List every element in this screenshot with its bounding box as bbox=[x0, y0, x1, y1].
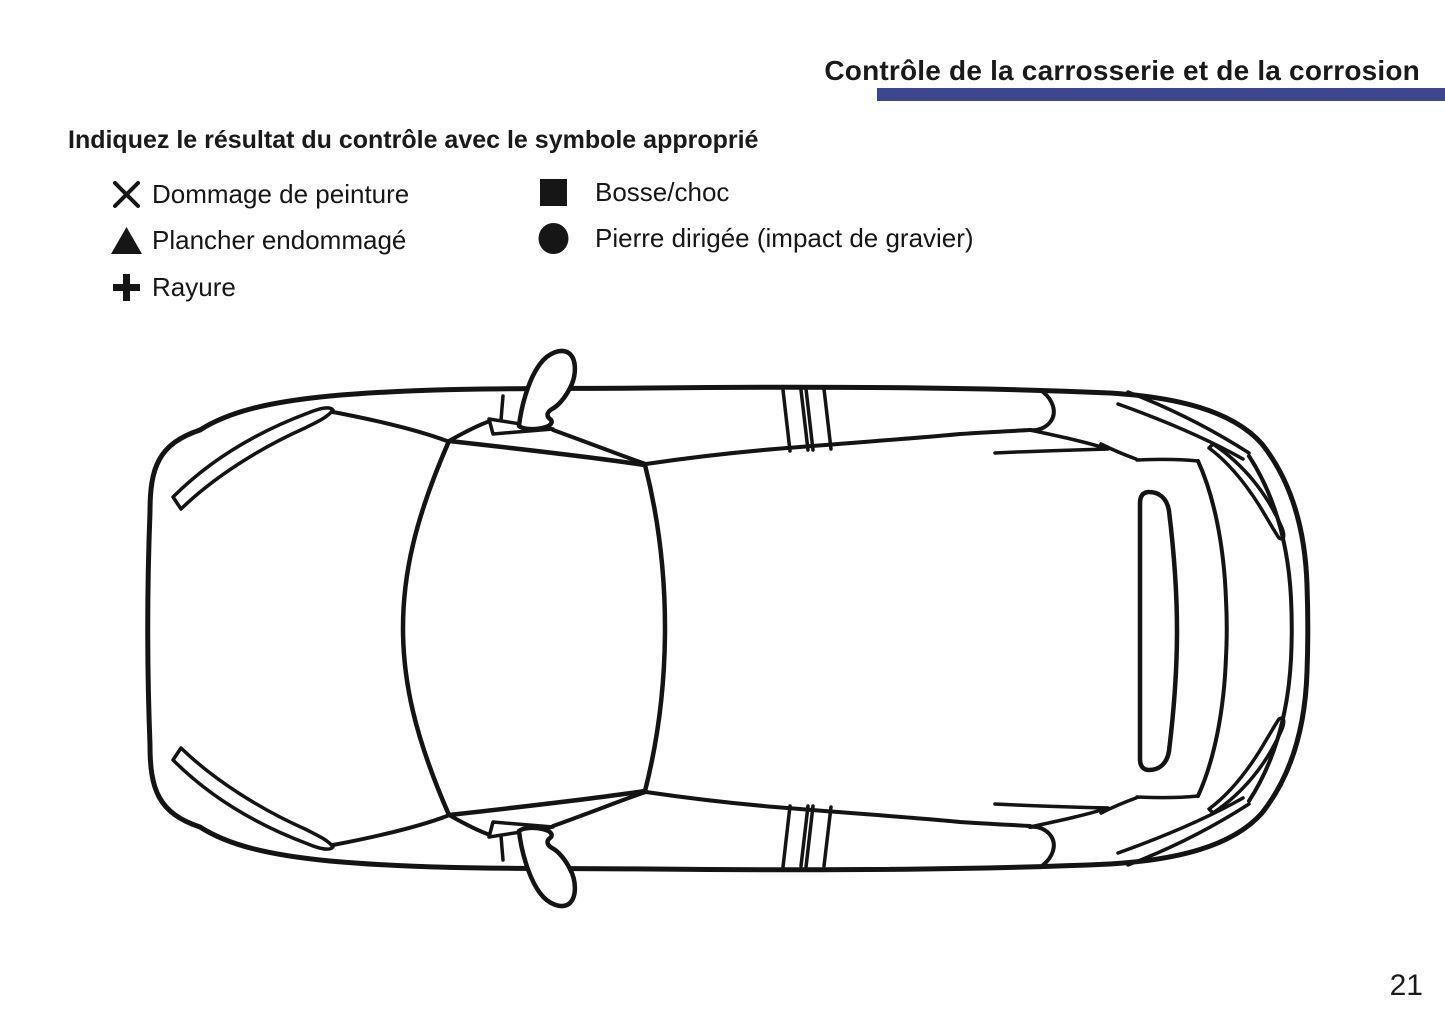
instruction-text: Indiquez le résultat du contrôle avec le symbole approprié bbox=[68, 126, 759, 154]
a-pillar-post-top bbox=[501, 396, 503, 420]
page-title: Contrôle de la carrosserie et de la corrosion bbox=[824, 55, 1420, 86]
legend-label: Rayure bbox=[152, 271, 236, 302]
a-pillar-post-bottom bbox=[501, 836, 503, 860]
windshield bbox=[403, 441, 665, 815]
page-number: 21 bbox=[1389, 969, 1423, 1002]
legend-label: Plancher endommagé bbox=[152, 224, 407, 255]
legend-label: Pierre dirigée (impact de gravier) bbox=[595, 222, 974, 253]
legend-label: Dommage de peinture bbox=[152, 178, 410, 209]
rear-window bbox=[1140, 492, 1177, 770]
legend-label: Bosse/choc bbox=[595, 176, 730, 207]
